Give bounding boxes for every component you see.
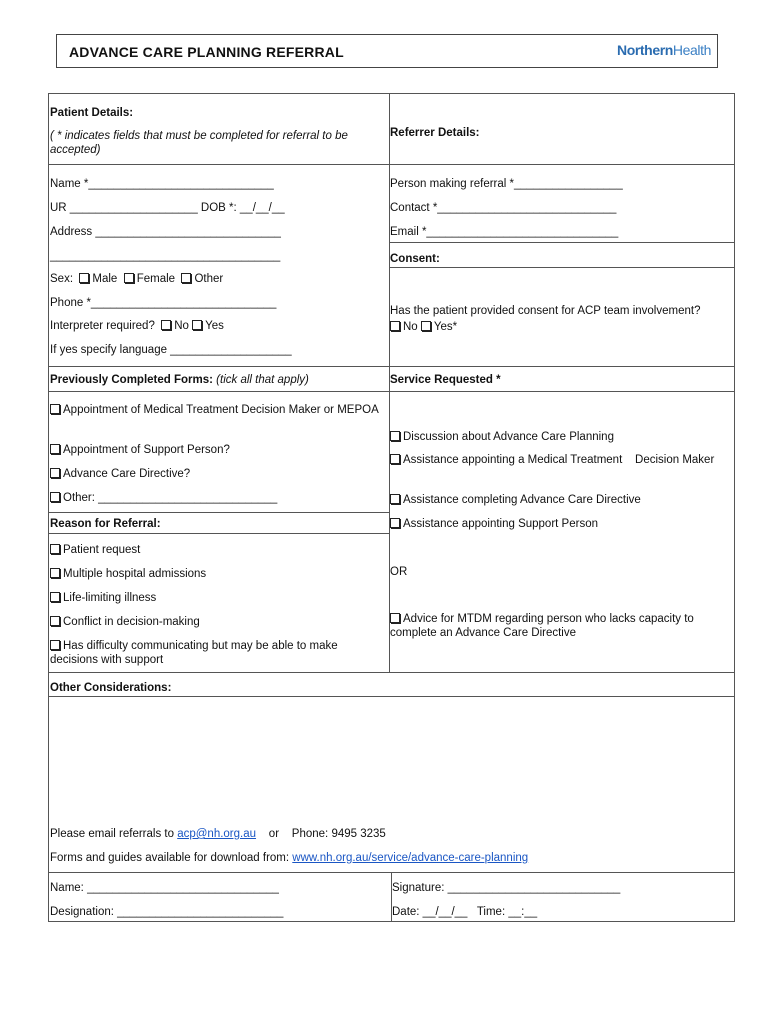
interpreter-yes-checkbox[interactable]: [192, 320, 202, 330]
consent-heading: Consent:: [390, 253, 440, 265]
designation-field[interactable]: Designation: __________________________: [50, 906, 284, 918]
interpreter-row: [50, 319, 224, 333]
service-item[interactable]: Assistance appointing Support Person: [390, 517, 598, 531]
form-item-advance-care-directive[interactable]: Advance Care Directive?: [50, 467, 190, 481]
sex-male-checkbox[interactable]: [79, 273, 89, 283]
referrer-name-field[interactable]: Name: ______________________________: [50, 882, 279, 894]
rule: [49, 512, 389, 513]
reason-item[interactable]: Has difficulty communicating but may be able to make decisions with support: [50, 640, 338, 666]
reason-patient-request-checkbox[interactable]: [50, 544, 60, 554]
phone-field[interactable]: Phone *_____________________________: [50, 297, 277, 309]
interpreter-no-checkbox[interactable]: [161, 320, 171, 330]
sex-label: Sex:: [50, 273, 74, 285]
form-header: [56, 34, 718, 68]
form-title: ADVANCE CARE PLANNING REFERRAL: [69, 44, 344, 60]
service-discussion-checkbox[interactable]: [390, 431, 400, 441]
interpreter-no-label: No: [174, 320, 189, 332]
form-acd-checkbox[interactable]: [50, 468, 60, 478]
reason-conflict-checkbox[interactable]: [50, 616, 60, 626]
consent-question: Has the patient provided consent for ACP team involvement?: [390, 305, 701, 317]
reason-item[interactable]: Multiple hospital admissions: [50, 567, 206, 581]
patient-details-heading: Patient Details:: [50, 107, 134, 119]
rule: [49, 872, 734, 873]
sex-other-checkbox[interactable]: [181, 273, 191, 283]
email-field[interactable]: Email *______________________________: [390, 226, 619, 238]
reason-item[interactable]: Conflict in decision-making: [50, 615, 200, 629]
reason-life-limiting-checkbox[interactable]: [50, 592, 60, 602]
service-item[interactable]: Assistance appointing a Medical Treatment Decision Maker: [390, 453, 724, 467]
phone-number: or Phone: 9495 3235: [268, 828, 386, 840]
other-considerations-heading: Other Considerations:: [50, 682, 172, 694]
service-mtdm-checkbox[interactable]: [390, 454, 400, 464]
sex-male-label: Male: [92, 273, 118, 285]
ur-dob-field[interactable]: UR ____________________ DOB *: __/__/__: [50, 202, 285, 214]
rule: [49, 533, 389, 534]
download-line: [50, 851, 528, 865]
sex-row: [50, 272, 223, 286]
email-referrals-prefix: Please email referrals to: [50, 828, 174, 840]
signature-field[interactable]: Signature: ___________________________: [392, 882, 621, 894]
service-item[interactable]: Advice for MTDM regarding person who lacks capacity to complete an Advance Care Directive: [390, 613, 694, 639]
service-item[interactable]: Assistance completing Advance Care Directive: [390, 493, 641, 507]
form-support-person-checkbox[interactable]: [50, 444, 60, 454]
reason-communicating-checkbox[interactable]: [50, 640, 60, 650]
required-fields-note: ( * indicates fields that must be completed for referral to be accepted): [50, 130, 348, 156]
service-item[interactable]: Discussion about Advance Care Planning: [390, 430, 614, 444]
download-url-link[interactable]: www.nh.org.au/service/advance-care-planning: [292, 852, 529, 864]
service-advice-checkbox[interactable]: [390, 613, 400, 623]
consent-yes-label: Yes*: [433, 321, 458, 333]
sex-female-label: Female: [136, 273, 176, 285]
form-mtdm-checkbox[interactable]: [50, 404, 60, 414]
referrer-details-heading: Referrer Details:: [390, 127, 480, 139]
sex-female-checkbox[interactable]: [124, 273, 134, 283]
form-item-mtdm[interactable]: Appointment of Medical Treatment Decision Maker or MEPOA: [50, 403, 384, 417]
consent-options: [390, 320, 457, 334]
contact-field[interactable]: Contact *____________________________: [390, 202, 617, 214]
service-requested-heading: Service Requested *: [390, 374, 501, 386]
consent-yes-checkbox[interactable]: [421, 321, 431, 331]
interpreter-yes-label: Yes: [205, 320, 224, 332]
reason-item[interactable]: Life-limiting illness: [50, 591, 156, 605]
referral-email-link[interactable]: acp@nh.org.au: [177, 828, 257, 840]
interpreter-label: Interpreter required?: [50, 320, 155, 332]
reason-heading: Reason for Referral:: [50, 518, 161, 530]
rule: [389, 242, 734, 243]
other-considerations-area[interactable]: [49, 696, 733, 811]
service-or-label: OR: [390, 566, 408, 578]
previous-forms-note: (tick all that apply): [216, 374, 309, 386]
download-prefix: Forms and guides available for download from:: [50, 852, 290, 864]
address-line2-field[interactable]: ____________________________________: [50, 250, 281, 262]
rule: [49, 391, 734, 392]
language-field[interactable]: If yes specify language ___________________: [50, 344, 292, 356]
sex-other-label: Other: [194, 273, 224, 285]
consent-no-checkbox[interactable]: [390, 321, 400, 331]
northern-health-logo: [617, 42, 711, 58]
person-making-referral-field[interactable]: Person making referral *_________________: [390, 178, 623, 190]
service-acd-checkbox[interactable]: [390, 494, 400, 504]
date-time-field[interactable]: Date: __/__/__ Time: __:__: [392, 906, 538, 918]
rule: [49, 672, 734, 673]
form-item-support-person[interactable]: Appointment of Support Person?: [50, 443, 230, 457]
rule: [389, 267, 734, 268]
form-other-checkbox[interactable]: [50, 492, 60, 502]
service-support-person-checkbox[interactable]: [390, 518, 400, 528]
email-referrals-line: [50, 827, 386, 841]
patient-name-field[interactable]: Name *_____________________________: [50, 178, 274, 190]
reason-admissions-checkbox[interactable]: [50, 568, 60, 578]
address-field[interactable]: Address _____________________________: [50, 226, 281, 238]
reason-item[interactable]: Patient request: [50, 543, 140, 557]
logo-health: Health: [672, 42, 711, 58]
form-item-other[interactable]: Other: ____________________________: [50, 491, 277, 505]
rule: [49, 366, 734, 367]
consent-no-label: No: [403, 321, 418, 333]
previous-forms-heading: Previously Completed Forms: (tick all that apply): [50, 374, 309, 386]
rule: [49, 164, 734, 165]
logo-northern: Northern: [617, 42, 673, 58]
